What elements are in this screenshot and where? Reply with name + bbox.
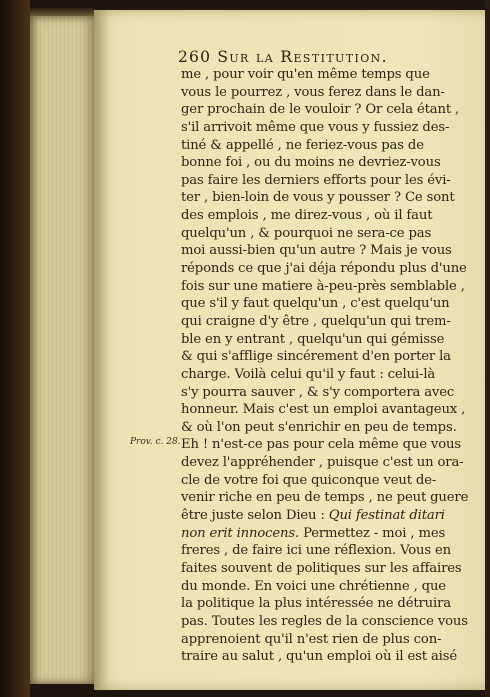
- text-line: la politique la plus intéressée ne détruira: [181, 596, 451, 612]
- text-line: du monde. En voici une chrétienne , que: [181, 578, 446, 594]
- text-line: bonne foi , ou du moins ne devriez-vous: [181, 155, 441, 171]
- text-line: fois sur une matiere à-peu-près semblable ,: [181, 278, 465, 294]
- page-header: [178, 48, 418, 68]
- text-line: vous le pourrez , vous ferez dans le dan-: [181, 84, 445, 100]
- text-line: ger prochain de le vouloir ? Or cela étant ,: [181, 102, 460, 118]
- text-line: honneur. Mais c'est un emploi avantageux ,: [181, 402, 466, 418]
- text-line: venir riche en peu de temps , ne peut guere: [181, 490, 469, 506]
- text-line: quelqu'un , & pourquoi ne sera-ce pas: [181, 225, 432, 241]
- text-line: être juste selon Dieu : Qui festinat ditari: [181, 508, 445, 524]
- text-line: charge. Voilà celui qu'il y faut : celui-là: [181, 366, 436, 382]
- margin-reference: Prov. c. 28.: [130, 437, 181, 447]
- body-text: [181, 66, 469, 666]
- text-line: & qui s'afflige sincérement d'en porter la: [181, 349, 451, 365]
- text-line: & où l'on peut s'enrichir en peu de temps.: [181, 419, 457, 435]
- text-line: des emplois , me direz-vous , où il faut: [181, 208, 433, 224]
- text-line: freres , de faire ici une réflexion. Vous en: [181, 543, 452, 559]
- text-line: faites souvent de politiques sur les affaires: [181, 560, 462, 576]
- text-line: qui craigne d'y être , quelqu'un qui trem-: [181, 313, 451, 329]
- page-right-edge: [485, 0, 490, 697]
- text-line: ble en y entrant , quelqu'un qui gémisse: [181, 331, 445, 347]
- page-stack-edge: [30, 16, 94, 684]
- page-number: 260: [178, 48, 212, 66]
- text-line: ter , bien-loin de vous y pousser ? Ce sont: [181, 190, 455, 206]
- text-line: pas faire les derniers efforts pour les évi-: [181, 172, 451, 188]
- book-spine-shadow: [0, 0, 30, 697]
- text-line: non erit innocens. Permettez - moi , mes: [181, 525, 446, 541]
- text-line: traire au salut , qu'un emploi où il est aisé: [181, 649, 458, 665]
- text-line: tiné & appellé , ne feriez-vous pas de: [181, 137, 424, 153]
- latin-quotation: non erit innocens.: [181, 525, 300, 541]
- text-line: cle de votre foi que quiconque veut de-: [181, 472, 437, 488]
- latin-quotation: Qui festinat ditari: [328, 508, 445, 524]
- text-line: que s'il y faut quelqu'un , c'est quelqu'un: [181, 296, 450, 312]
- text-line: apprenoient qu'il n'est rien de plus con-: [181, 631, 442, 647]
- text-line: devez l'appréhender , puisque c'est un ora-: [181, 455, 464, 471]
- text-line: me , pour voir qu'en même temps que: [181, 67, 430, 82]
- text-line: réponds ce que j'ai déja répondu plus d'une: [181, 261, 467, 277]
- text-line: Eh ! n'est-ce pas pour cela même que vous: [181, 437, 461, 453]
- running-title: Sur la Restitution.: [217, 48, 388, 66]
- text-line: pas. Toutes les regles de la conscience vous: [181, 613, 468, 629]
- text-line: s'il arrivoit même que vous y fussiez des-: [181, 119, 450, 135]
- text-line: moi aussi-bien qu'un autre ? Mais je vous: [181, 243, 452, 259]
- text-line: s'y pourra sauver , & s'y comportera avec: [181, 384, 455, 400]
